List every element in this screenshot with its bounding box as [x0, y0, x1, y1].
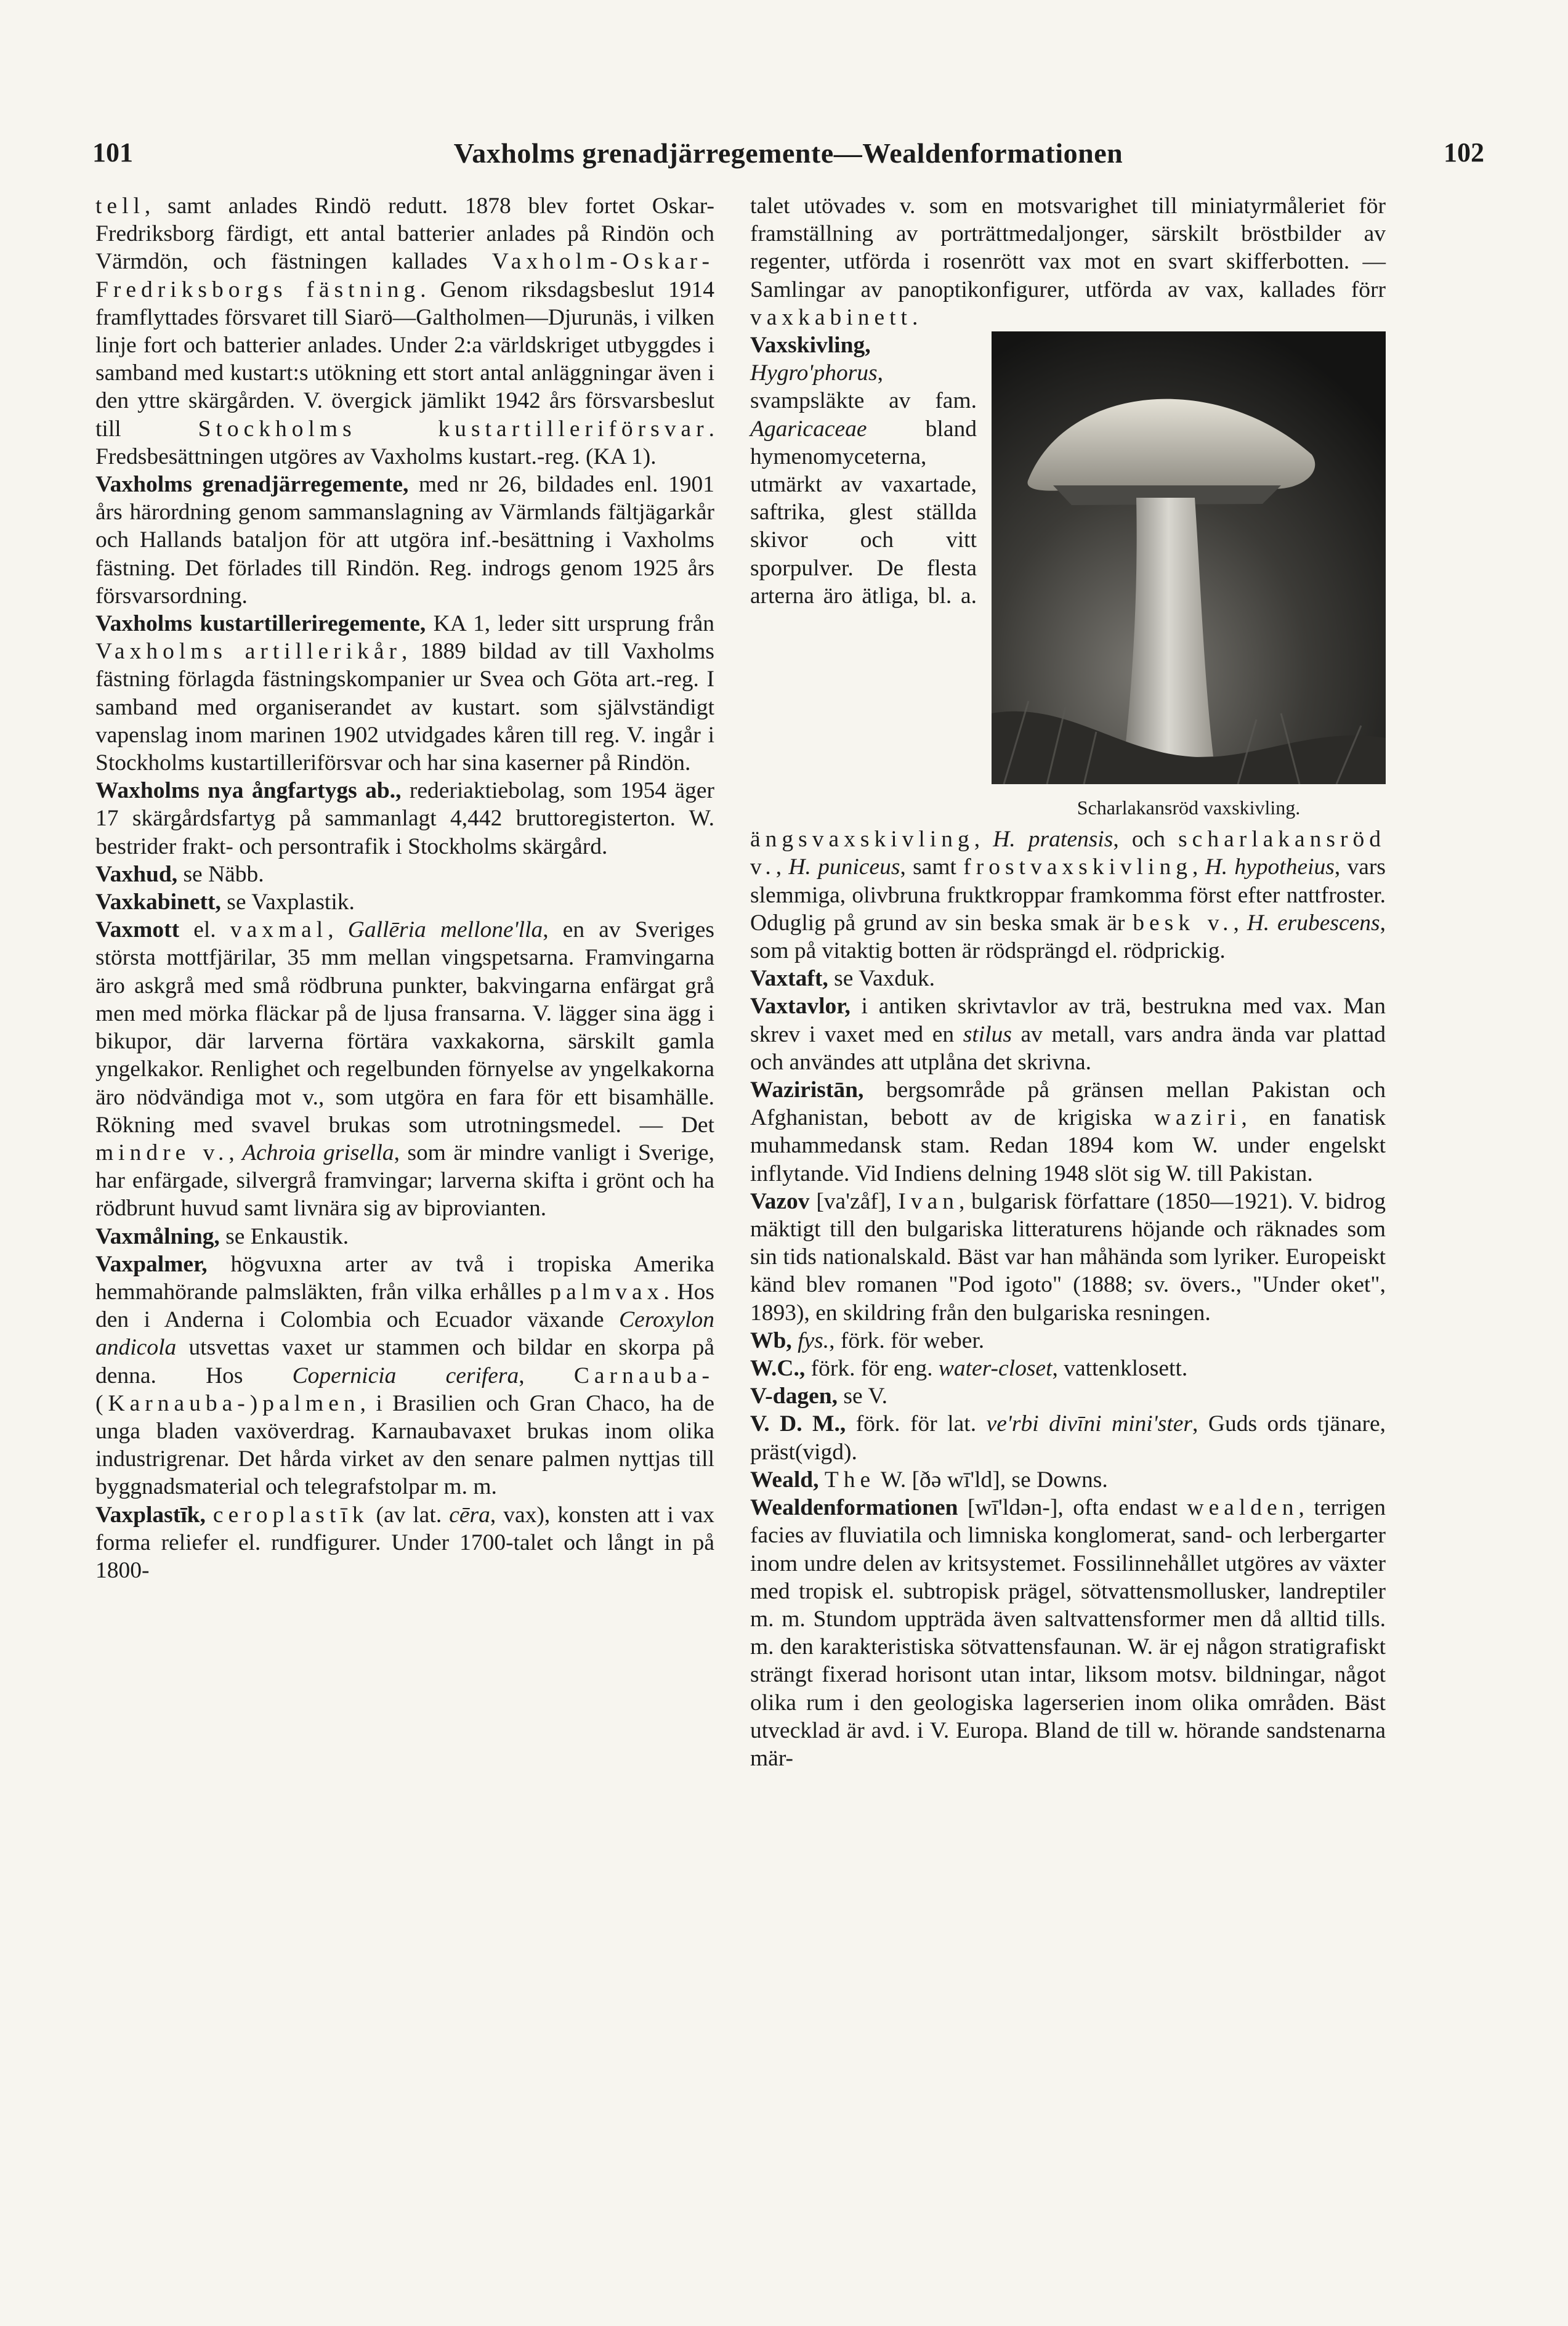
entry-text: rederiaktiebolag, som 1954 äger 17 skärgårdsfartyg på sammanlagt 4,442 bruttoregisterton. W. bestrider frakt- och persontrafik i Stockholms skärgård.: [95, 778, 714, 859]
entry-text: se Vaxduk.: [828, 966, 935, 992]
headword: Vaxholms kustartilleriregemente,: [95, 611, 426, 637]
entry-text: av metall, vars andra ända var plattad och användes att utplåna det skrivna.: [750, 1021, 1386, 1075]
entry-text: [va'zåf],: [809, 1188, 899, 1214]
mushroom-photo-icon: [992, 331, 1386, 784]
entry-text: ,: [1233, 910, 1247, 936]
figure-caption: Scharlakansröd vaxskivling.: [1077, 796, 1301, 819]
entry-text: Vaxholms artillerikår: [95, 639, 402, 665]
entry-text: wealden: [1187, 1495, 1299, 1521]
entry-paragraph: [750, 1355, 1386, 1382]
headword: Vaxtaft,: [750, 966, 828, 992]
entry-text: se Vaxplastik.: [220, 889, 355, 915]
entry-text: . Genom riksdagsbeslut 1914 framflyttades försvaret till Siarö—Galtholmen—Djurunäs, i vilken linje fort och batterier anlades. Under 2:a världskriget utbyggdes i samband med kustart:s utökning ett stort antal anläggningar även i den yttre skärgården. V. övergick jämlikt 1942 års försvarsbeslut till: [95, 277, 714, 442]
entry-text: fys.: [798, 1327, 830, 1353]
entry-text: med nr 26, bildades enl. 1901 års härordning genom sammanslagning av Värmlands fältjägarkår och Hallands bataljon för att utgöra inf.-besättning i Vaxholms fästning. Det förlades till Rindön. Reg. indrogs genom 1925 års försvarsordning.: [95, 472, 715, 609]
headword: Vaxhud,: [95, 861, 178, 887]
entry-text: mindre v.: [95, 1140, 229, 1165]
entry-text: palmvax: [549, 1279, 664, 1305]
entry-text: Hygro'phorus: [750, 360, 878, 386]
headword: Vaxmålning,: [95, 1223, 220, 1249]
figure: [992, 331, 1386, 822]
entry-text: .: [911, 304, 918, 330]
entry-text: ,: [1192, 854, 1205, 880]
entry-text: se V.: [838, 1384, 887, 1409]
entry-text: ,: [228, 1140, 243, 1165]
headword: Vaxskivling,: [750, 333, 871, 359]
entry-text: , en fanatisk muhammedansk stam. Redan 1894 kom W. under engelskt inflytande. Vid Indiens delning 1948 slöt sig W. till Pakistan.: [750, 1105, 1386, 1186]
page-number-right: 102: [1444, 137, 1484, 168]
entry-text: vaxmal: [230, 917, 328, 943]
entry-text: (av lat.: [368, 1502, 450, 1528]
entry-text: se Enkaustik.: [219, 1223, 349, 1249]
entry-text: , samt anlades Rindö redutt. 1878 blev fortet Oskar-Fredriksborg färdigt, ett antal batterier anlades på Rindön och Värmdön, och fästningen kallades: [95, 193, 714, 275]
entry-paragraph: [750, 1188, 1386, 1327]
entry-paragraph: [95, 1250, 714, 1501]
headword: Weald,: [750, 1467, 819, 1493]
entry-text: , en av Sveriges största mottfjärilar, 35 mm mellan vingspetsarna. Framvingarna äro askgrå med små rödbruna punkter, bakvingarna enfärgat grå men med mörka fläckar på de ljusa fransarna. V. lägger sina ägg i bikupor, där larverna förtära vaxkakorna, särskilt gamla yngelkakor. Renlighet och regelbunden förnyelse av yngelkakorna äro nödvändiga mot v., som utgöra en fara för ett bisamhälle. Rökning med svavel brukas som utrotningsmedel. — Det: [95, 917, 714, 1138]
entry-paragraph: [750, 1494, 1386, 1772]
entry-text: el.: [179, 917, 230, 943]
entry-text: , och: [1113, 827, 1179, 853]
entry-text: [818, 1467, 824, 1493]
entry-text: . Fredsbesättningen utgöres av Vaxholms kustart.-reg. (KA 1).: [95, 416, 714, 469]
headword: Wb,: [750, 1327, 792, 1353]
entry-text: , terrigen facies av fluviatila och limniska konglomerat, sand- och lerbergarter inom undre delen av kritsystemet. Fossilinnehållet utgöres av växter med tropisk el. subtropisk prägel, sötvattensmollusker, landreptiler m. m. Stundom uppträda även saltvattensformer men då alltid tills. m. den karakteristiska sötvattensfaunan. W. är ej någon stratigrafiskt strängt fixerad horisont utan intar, liksom motsv. bildningar, något olika rum i den geologiska lagerserien inom olika områden. Bäst utvecklad är avd. i V. Europa. Bland de till w. hörande sandstenarna mär-: [750, 1495, 1386, 1771]
entry-text: ängsvaxskivling: [750, 827, 974, 853]
entry-text: , vattenklosett.: [1052, 1356, 1188, 1382]
right-column-flow: [750, 331, 1386, 965]
entry-text: förk. för eng.: [805, 1356, 939, 1382]
entry-paragraph: [750, 992, 1386, 1076]
entry-text: cēra: [449, 1502, 490, 1528]
right-column-top: [750, 192, 1386, 331]
entry-text: [wī'ldən-], ofta endast: [958, 1495, 1187, 1521]
entry-text: H. erubescens: [1247, 910, 1380, 936]
entry-text: bergsområde på gränsen mellan Pakistan och Afghanistan, bebott av de krigiska: [750, 1077, 1386, 1131]
entry-paragraph: [750, 1466, 1386, 1494]
entry-text: frostvaxskivling: [963, 854, 1192, 880]
entry-paragraph: [95, 1501, 714, 1585]
entry-text: i antiken skrivtavlor av trä, bestrukna med vax. Man skrev i vaxet med en: [750, 994, 1386, 1047]
entry-text: talet utövades v. som en motsvarighet till miniatyrmåleriet för framställning av porträttmedaljonger, särskilt bröstbilder av regenter, utförda i rosenrött vax mot en svart skifferbotten. — Samlingar av panoptikonfigurer, utförda av vax, kallades förr: [750, 193, 1386, 302]
running-head: Vaxholms grenadjärregemente—Wealdenformationen: [453, 137, 1123, 169]
page-number-left: 101: [92, 137, 133, 168]
entry-text: , svampsläkte av fam.: [750, 360, 977, 414]
entry-text: stilus: [963, 1021, 1012, 1047]
headword: Vaxplastīk,: [95, 1502, 206, 1528]
headword: V-dagen,: [750, 1384, 838, 1409]
headword: Vaxpalmer,: [95, 1251, 208, 1277]
right-column: [750, 192, 1386, 1772]
headword: Waziristān,: [750, 1077, 864, 1103]
headword: Vaxmott: [95, 917, 180, 943]
page-header: [92, 137, 1484, 180]
right-column-bottom: [750, 965, 1386, 1772]
entry-text: KA 1, leder sitt ursprung från: [426, 611, 714, 637]
entry-text: Stockholms kustartilleriförsvar: [198, 416, 709, 442]
entry-text: The: [824, 1467, 876, 1493]
entry-text: ceroplastīk: [212, 1502, 369, 1528]
entry-paragraph: [750, 1382, 1386, 1410]
entry-text: , som på vitaktig botten är rödsprängd el. rödprickig.: [750, 910, 1386, 964]
entry-paragraph: [750, 965, 1386, 992]
headword: Vaxholms grenadjärregemente,: [95, 472, 409, 498]
entry-text: tell: [95, 193, 145, 219]
headword: Waxholms nya ångfartygs ab.,: [95, 778, 402, 804]
entry-text: ,: [328, 917, 348, 943]
entry-paragraph: [750, 1076, 1386, 1188]
entry-text: bland hymenomyceterna, utmärkt av vaxartade, saftrika, glest ställda skivor och vitt sporpulver. De flesta arterna äro ätliga, bl. a.: [750, 416, 977, 609]
entry-paragraph: [95, 1223, 714, 1250]
entry-text: Agaricaceae: [750, 416, 867, 442]
headword: W.C.,: [750, 1356, 806, 1382]
entry-paragraph: [95, 777, 714, 861]
entry-paragraph: [95, 861, 714, 888]
entry-paragraph: [95, 192, 714, 471]
entry-text: Vaxholm-Oskar-Fredriksborgs fästning: [95, 249, 714, 302]
entry-text: se Näbb.: [177, 861, 264, 887]
entry-text: Achroia grisella: [242, 1140, 394, 1165]
entry-paragraph: [95, 916, 714, 1222]
entry-text: water-closet: [938, 1356, 1053, 1382]
entry-text: ve'rbi divīni mini'ster: [986, 1411, 1192, 1437]
entry-text: ,: [519, 1363, 574, 1388]
entry-text: utsvettas vaxet ur stammen och bildar en skorpa på denna. Hos: [95, 1335, 714, 1388]
entry-text: H. pratensis: [993, 827, 1113, 853]
entry-text: Carnauba-(Karnauba-)palmen: [95, 1363, 714, 1416]
headword: Vaxtavlor,: [750, 994, 851, 1019]
entry-text: Ceroxylon andicola: [95, 1307, 714, 1361]
entry-text: [206, 1502, 213, 1528]
entry-paragraph: [750, 1327, 1386, 1355]
entry-text: [792, 1328, 798, 1353]
entry-text: , samt: [900, 854, 964, 880]
entry-text: besk v.: [1133, 910, 1234, 936]
entry-text: , Guds ords tjänare, präst(vigd).: [750, 1411, 1386, 1465]
left-column: [95, 192, 714, 1584]
entry-text: , i Brasilien och Gran Chaco, ha de unga bladen vaxöverdrag. Karnaubavaxet brukas inom olika industrigrenar. Det hårda virket av den senare palmen nyttjas till byggnadsmaterial och telegrafstolpar m. m.: [95, 1390, 714, 1500]
entry-text: W. [ðə wī'ld], se Downs.: [875, 1467, 1108, 1493]
entry-text: waziri: [1154, 1105, 1242, 1131]
entry-text: Copernicia cerifera: [292, 1363, 519, 1388]
entry-text: , bulgarisk författare (1850—1921). V. bidrog mäktigt till den bulgariska litteraturens höjande och räknades som sin tids nationalskald. Bäst var han måhända som lyriker. Europeiskt känd blev romanen "Pod igoto" (1888; sv. övers., "Under oket", 1893), en skildring från den bulgariska resningen.: [750, 1188, 1386, 1326]
entry-paragraph: [95, 888, 714, 916]
entry-text: , förk. för weber.: [829, 1327, 985, 1353]
headword: V. D. M.,: [750, 1411, 846, 1437]
entry-text: Gallēria mellone'lla: [347, 917, 543, 943]
entry-paragraph: [95, 471, 714, 610]
entry-text: H. hypotheius: [1205, 854, 1335, 880]
entry-text: , vax), konsten att i vax forma reliefer el. rundfigurer. Under 1700-talet och långt in på 1800-: [95, 1502, 714, 1583]
entry-text: , 1889 bildad av till Vaxholms fästning förlagda fästningskompanier ur Svea och Göta art.-reg. I samband med organiserandet av kustart. som självständigt vapenslag inom marinen 1902 utvidgades kåren till reg. V. ingår i Stockholms kustartilleriförsvar och har sina kaserner på Rindön.: [95, 639, 714, 776]
entry-text: , som är mindre vanligt i Sverige, har enfärgade, silvergrå framvingar; larverna skifta i grönt och ha rödbrunt huvud samt livnära sig av biprovianten.: [95, 1140, 715, 1222]
headword: Wealdenformationen: [750, 1495, 958, 1521]
entry-text: ,: [775, 854, 789, 880]
entry-text: Ivan: [898, 1188, 960, 1214]
headword: Vazov: [750, 1188, 810, 1214]
entry-text: förk. för lat.: [846, 1411, 987, 1437]
entry-paragraph: [750, 192, 1386, 331]
entry-text: , vars slemmiga, olivbruna fruktkroppar framkomma först efter nattfroster. Oduglig på grund av sin beska smak är: [750, 854, 1386, 936]
entry-text: . Hos den i Anderna i Colombia och Ecuador växande: [95, 1279, 714, 1333]
entry-paragraph: [750, 1410, 1386, 1465]
entry-text: scharlakansröd v.: [750, 827, 1386, 880]
entry-text: H. puniceus: [788, 854, 900, 880]
entry-text: högvuxna arter av två i tropiska Amerika hemmahörande palmsläkten, från vilka erhålles: [95, 1251, 714, 1305]
headword: Vaxkabinett,: [95, 889, 221, 915]
entry-text: ,: [974, 827, 993, 853]
entry-text: vaxkabinett: [750, 304, 912, 330]
entry-paragraph: [95, 610, 714, 777]
